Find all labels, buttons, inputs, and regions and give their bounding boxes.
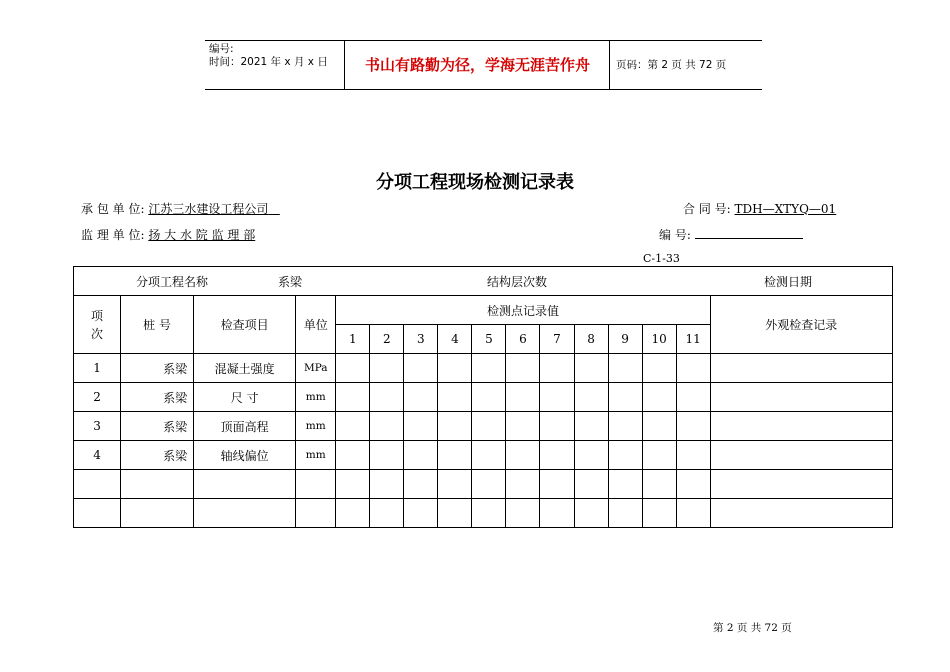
number-blank (695, 227, 803, 239)
point-value-cell (676, 383, 710, 412)
point-value-cell (336, 383, 370, 412)
point-value-cell (608, 470, 642, 499)
row-check-item: 尺 寸 (194, 383, 296, 412)
point-value-cell (472, 383, 506, 412)
header-page-label: 页码：第 2 页 共 72 页 (616, 59, 727, 71)
row-check-item (194, 499, 296, 528)
point-number-header: 3 (404, 325, 438, 354)
point-value-cell (540, 470, 574, 499)
serial-label: 编号: (209, 43, 234, 55)
page-header (205, 40, 762, 90)
visual-record-cell (710, 499, 892, 528)
point-value-cell (404, 499, 438, 528)
row-check-item: 混凝土强度 (194, 354, 296, 383)
row-number: 1 (74, 354, 121, 383)
point-number-header: 8 (574, 325, 608, 354)
point-number-header: 11 (676, 325, 710, 354)
point-value-cell (370, 441, 404, 470)
number-label: 编 号: (659, 228, 691, 242)
point-value-cell (506, 383, 540, 412)
visual-record-cell (710, 412, 892, 441)
col-visual-header: 外观检查记录 (710, 296, 892, 354)
point-value-cell (404, 470, 438, 499)
point-value-cell (472, 470, 506, 499)
contractor-row (81, 200, 280, 217)
supervisor-label: 监 理 单 位: (81, 228, 145, 242)
point-value-cell (608, 499, 642, 528)
number-row (659, 226, 803, 243)
point-value-cell (336, 412, 370, 441)
row-number: 4 (74, 441, 121, 470)
table-row (74, 383, 893, 412)
point-value-cell (404, 354, 438, 383)
row-pile: 系梁 (121, 441, 194, 470)
point-value-cell (336, 499, 370, 528)
point-value-cell (370, 383, 404, 412)
col-unit-header: 单位 (296, 296, 336, 354)
point-number-header: 1 (336, 325, 370, 354)
point-value-cell (642, 441, 676, 470)
header-motto: 书山有路勤为径，学海无涯苦作舟 (346, 41, 610, 89)
row-pile (121, 470, 194, 499)
point-value-cell (574, 354, 608, 383)
point-value-cell (608, 354, 642, 383)
table-row (74, 296, 893, 325)
point-value-cell (438, 441, 472, 470)
table-row (74, 441, 893, 470)
row-pile: 系梁 (121, 383, 194, 412)
point-value-cell (472, 441, 506, 470)
row-number: 2 (74, 383, 121, 412)
point-value-cell (574, 412, 608, 441)
point-value-cell (506, 499, 540, 528)
point-value-cell (642, 354, 676, 383)
point-value-cell (608, 412, 642, 441)
visual-record-cell (710, 441, 892, 470)
point-value-cell (642, 470, 676, 499)
point-value-cell (336, 354, 370, 383)
supervisor-value: 扬 大 水 院 监 理 部 (148, 228, 256, 242)
point-value-cell (472, 412, 506, 441)
point-value-cell (574, 383, 608, 412)
point-value-cell (574, 499, 608, 528)
point-value-cell (336, 470, 370, 499)
point-value-cell (438, 412, 472, 441)
row-check-item: 轴线偏位 (194, 441, 296, 470)
point-value-cell (676, 412, 710, 441)
row-unit (296, 499, 336, 528)
visual-record-cell (710, 383, 892, 412)
row-unit: mm (296, 383, 336, 412)
point-number-header: 10 (642, 325, 676, 354)
page-footer: 第 2 页 共 72 页 (713, 622, 792, 634)
row-check-item: 顶面高程 (194, 412, 296, 441)
summary-cell (74, 267, 893, 296)
point-value-cell (506, 412, 540, 441)
point-value-cell (540, 354, 574, 383)
table-row (74, 267, 893, 296)
point-value-cell (472, 354, 506, 383)
col-item-header: 项次 (74, 296, 121, 354)
col-check-header: 检查项目 (194, 296, 296, 354)
point-value-cell (370, 412, 404, 441)
point-value-cell (540, 383, 574, 412)
point-value-cell (642, 499, 676, 528)
row-pile (121, 499, 194, 528)
point-value-cell (506, 470, 540, 499)
sub-name-value: 系梁 (278, 275, 303, 289)
point-value-cell (540, 441, 574, 470)
row-unit: MPa (296, 354, 336, 383)
record-table (73, 266, 893, 528)
point-value-cell (540, 412, 574, 441)
layer-label: 结构层次数 (487, 275, 548, 289)
row-pile: 系梁 (121, 412, 194, 441)
time-label: 时间：2021 年 x 月 x 日 (209, 56, 328, 68)
contract-row (683, 200, 836, 217)
point-number-header: 6 (506, 325, 540, 354)
row-unit (296, 470, 336, 499)
table-row (74, 354, 893, 383)
point-value-cell (438, 470, 472, 499)
row-number (74, 470, 121, 499)
row-number (74, 499, 121, 528)
point-value-cell (676, 354, 710, 383)
point-value-cell (608, 441, 642, 470)
row-number: 3 (74, 412, 121, 441)
table-row (74, 470, 893, 499)
col-pile-header: 桩 号 (121, 296, 194, 354)
point-value-cell (506, 354, 540, 383)
point-value-cell (438, 354, 472, 383)
row-check-item (194, 470, 296, 499)
col-points-header: 检测点记录值 (336, 296, 710, 325)
point-value-cell (574, 470, 608, 499)
contract-value: TDH—XTYQ—01 (734, 202, 837, 216)
visual-record-cell (710, 354, 892, 383)
point-value-cell (506, 441, 540, 470)
point-value-cell (540, 499, 574, 528)
point-value-cell (370, 354, 404, 383)
point-value-cell (574, 441, 608, 470)
point-value-cell (676, 499, 710, 528)
point-number-header: 9 (608, 325, 642, 354)
point-value-cell (438, 499, 472, 528)
supervisor-row (81, 226, 255, 243)
row-unit: mm (296, 441, 336, 470)
point-value-cell (438, 383, 472, 412)
row-pile: 系梁 (121, 354, 194, 383)
header-serial-time (205, 41, 345, 89)
form-title: 分项工程现场检测记录表 (376, 172, 574, 193)
row-unit: mm (296, 412, 336, 441)
visual-record-cell (710, 470, 892, 499)
date-label: 检测日期 (764, 275, 813, 289)
point-value-cell (472, 499, 506, 528)
point-value-cell (608, 383, 642, 412)
point-value-cell (404, 412, 438, 441)
form-code: C-1-33 (643, 252, 680, 265)
point-value-cell (370, 499, 404, 528)
point-number-header: 4 (438, 325, 472, 354)
point-value-cell (676, 441, 710, 470)
point-value-cell (336, 441, 370, 470)
point-number-header: 5 (472, 325, 506, 354)
point-number-header: 7 (540, 325, 574, 354)
point-number-header: 2 (370, 325, 404, 354)
point-value-cell (642, 383, 676, 412)
contractor-value: 江苏三水建设工程公司 (148, 202, 269, 216)
point-value-cell (676, 470, 710, 499)
point-value-cell (404, 383, 438, 412)
contract-label: 合 同 号: (683, 202, 731, 216)
point-value-cell (370, 470, 404, 499)
table-row (74, 499, 893, 528)
point-value-cell (642, 412, 676, 441)
sub-name-label: 分项工程名称 (136, 275, 209, 289)
table-row (74, 412, 893, 441)
contractor-label: 承 包 单 位: (81, 202, 145, 216)
point-value-cell (404, 441, 438, 470)
